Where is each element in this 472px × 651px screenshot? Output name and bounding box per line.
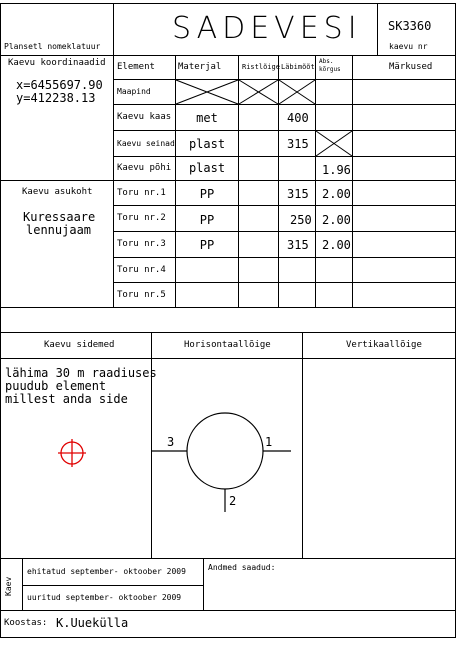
row-material: PP <box>199 238 215 252</box>
row-material: met <box>196 111 218 125</box>
horizontal-section-drawing <box>152 413 291 512</box>
connections-note-line1: lähima 30 m raadiuses <box>5 366 157 380</box>
row-element: Toru nr.4 <box>117 265 166 275</box>
header-diameter: Läbimõõt <box>281 63 315 71</box>
header-element: Element <box>117 62 155 72</box>
row-diameter: 400 <box>287 111 309 125</box>
surveyed-date: uuritud september- oktoober 2009 <box>27 593 182 602</box>
row-abs-height: 2.00 <box>322 238 351 252</box>
header-cross-section: Ristlõige <box>242 63 280 71</box>
connections-note-line3: millest anda side <box>5 392 128 406</box>
row-element: Toru nr.3 <box>117 239 166 249</box>
connections-note-line2: puudub element <box>5 379 107 393</box>
row-diameter: 315 <box>287 187 309 201</box>
row-material: plast <box>188 137 226 151</box>
page-title: SADEVESI <box>172 11 362 46</box>
row-element: Toru nr.5 <box>117 290 166 300</box>
row-material: plast <box>188 161 226 175</box>
location-line1: Kuressaare <box>23 210 96 224</box>
row-abs-height: 2.00 <box>322 187 351 201</box>
row-element: Toru nr.1 <box>117 188 166 198</box>
coordinates-label: Kaevu koordinaadid <box>8 58 106 68</box>
well-number: SK3360 <box>388 19 432 33</box>
plan-nomenclature-label: Plansetl nomeklatuur <box>4 42 101 51</box>
coordinate-y: y=412238.13 <box>16 91 96 105</box>
data-source-label: Andmed saadud: <box>208 563 276 572</box>
author-label: Koostas: <box>4 618 48 628</box>
row-abs-height: 1.96 <box>322 163 351 177</box>
footer-side-label: Kaev <box>4 576 13 596</box>
author-name: K.Uuekülla <box>56 616 129 630</box>
well-number-label: kaevu nr <box>389 42 428 51</box>
built-date: ehitatud september- oktoober 2009 <box>27 567 186 576</box>
connections-label: Kaevu sidemed <box>44 340 115 350</box>
row-element: Kaevu seinad <box>117 139 175 148</box>
row-diameter: 315 <box>287 137 309 151</box>
row-diameter: 250 <box>290 213 312 227</box>
header-remarks: Märkused <box>389 62 433 72</box>
coordinate-x: x=6455697.90 <box>16 78 103 92</box>
row-material: PP <box>199 213 215 227</box>
row-material: PP <box>199 187 215 201</box>
header-abs-height: Abs. kõrgus <box>319 58 341 73</box>
location-label: Kaevu asukoht <box>22 187 93 197</box>
row-element: Toru nr.2 <box>117 213 166 223</box>
header-material: Materjal <box>178 62 222 72</box>
location-marker-icon <box>58 439 86 467</box>
row-element: Kaevu põhi <box>117 163 172 173</box>
row-diameter: 315 <box>287 238 309 252</box>
horizontal-section-label: Horisontaallõige <box>184 340 271 350</box>
row-element: Maapind <box>117 87 151 96</box>
pipe-label-3: 3 <box>167 435 175 449</box>
location-line2: lennujaam <box>26 223 92 237</box>
row-abs-height: 2.00 <box>322 213 351 227</box>
row-element: Kaevu kaas <box>117 112 172 122</box>
pipe-label-1: 1 <box>265 435 273 449</box>
pipe-label-2: 2 <box>229 494 237 508</box>
vertical-section-label: Vertikaallõige <box>346 340 422 350</box>
